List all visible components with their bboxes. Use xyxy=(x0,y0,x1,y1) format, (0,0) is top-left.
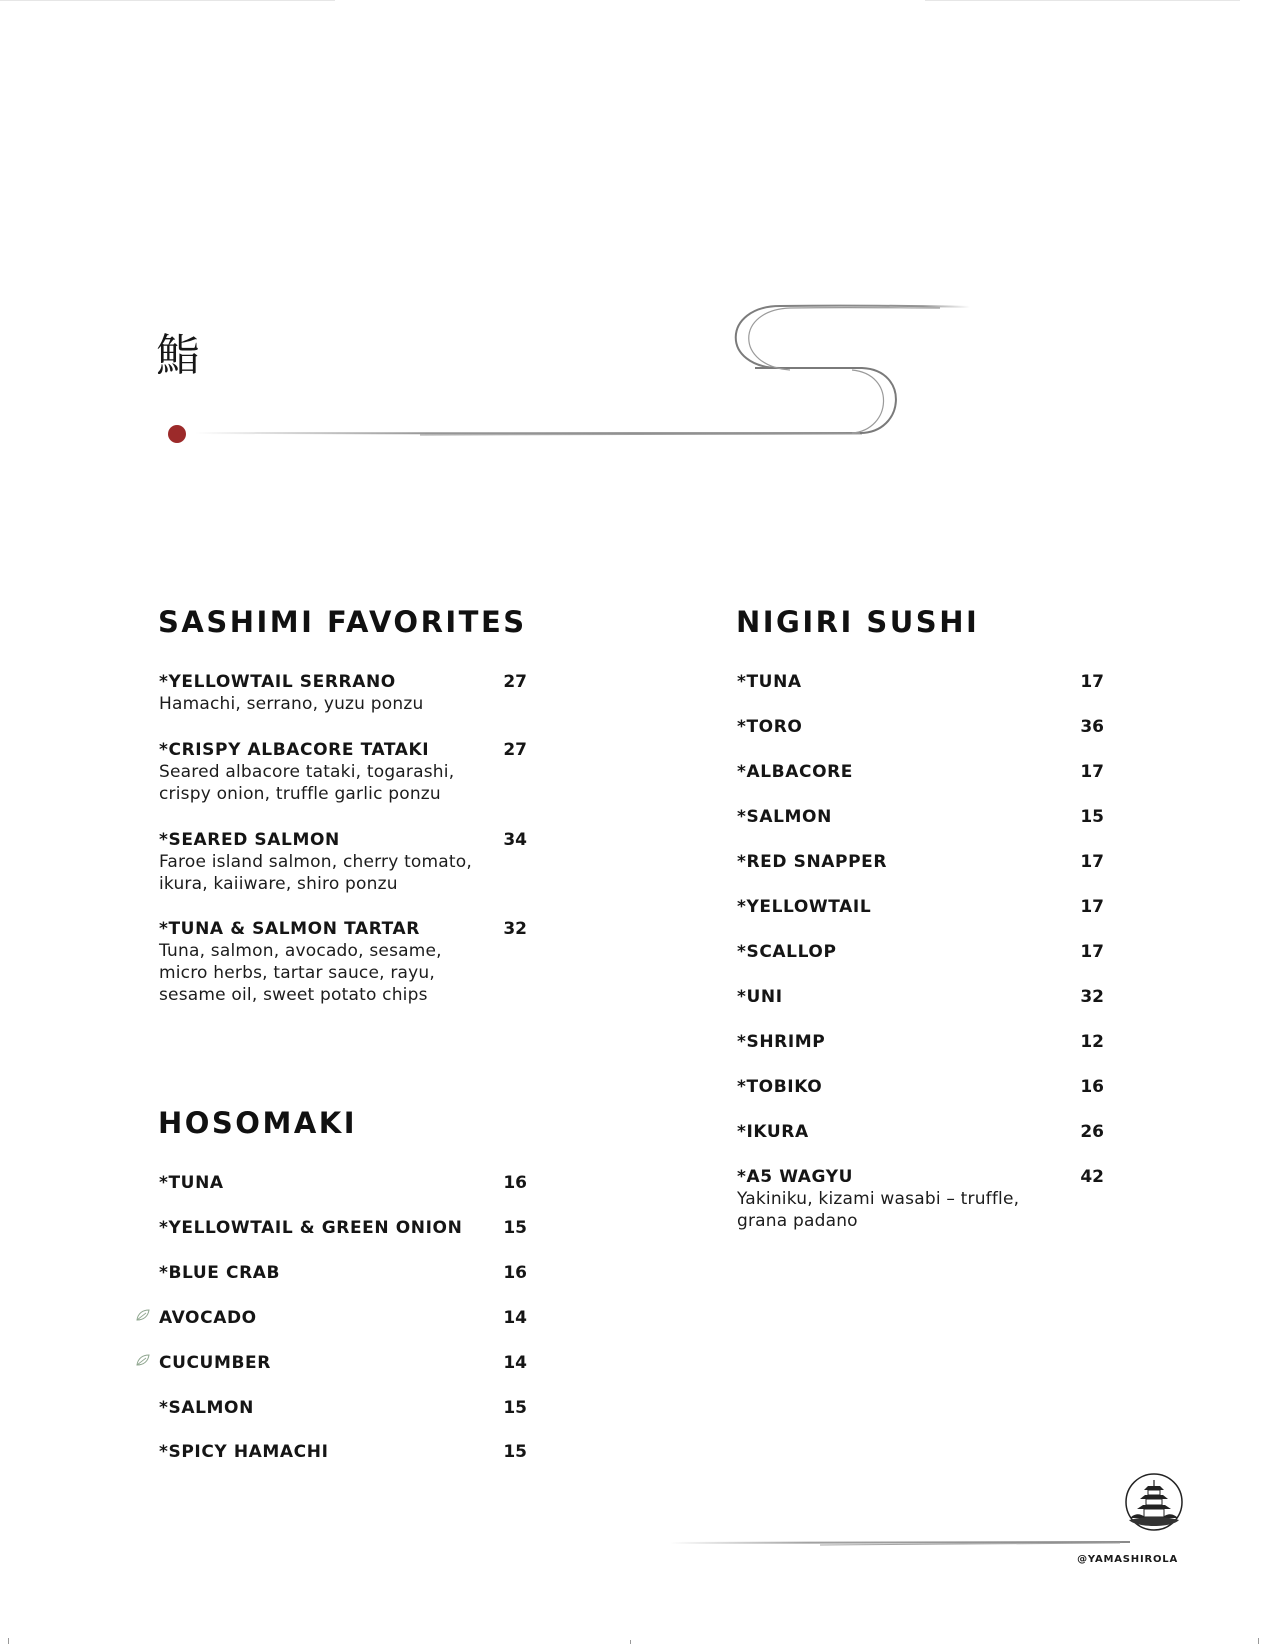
item-price: 17 xyxy=(1080,762,1104,782)
menu-item xyxy=(159,829,527,895)
item-price: 34 xyxy=(503,830,527,850)
menu-item xyxy=(737,1121,1104,1143)
item-name: *YELLOWTAIL & GREEN ONION xyxy=(159,1218,463,1238)
item-name: *ALBACORE xyxy=(737,762,854,782)
menu-item xyxy=(159,1262,527,1284)
item-price: 14 xyxy=(503,1308,527,1328)
item-description: Yakiniku, kizami wasabi – truffle, grana padano xyxy=(737,1189,1020,1231)
sushi-kanji: 鮨 xyxy=(156,330,200,381)
item-price: 15 xyxy=(503,1218,527,1238)
item-price: 36 xyxy=(1080,717,1104,737)
item-price: 15 xyxy=(1080,807,1104,827)
item-name: *SPICY HAMACHI xyxy=(159,1442,329,1462)
item-name: *SHRIMP xyxy=(737,1032,826,1052)
item-name: *SCALLOP xyxy=(737,942,837,962)
menu-item xyxy=(159,1397,527,1419)
item-price: 16 xyxy=(503,1263,527,1283)
menu-item xyxy=(159,918,527,1006)
item-name: *YELLOWTAIL xyxy=(737,897,872,917)
menu-item xyxy=(737,1166,1104,1232)
crop-mark xyxy=(8,1638,9,1644)
item-name: *SALMON xyxy=(159,1398,254,1418)
item-name: *TUNA xyxy=(159,1173,224,1193)
menu-item xyxy=(737,716,1104,738)
item-name: *TOBIKO xyxy=(737,1077,823,1097)
item-price: 17 xyxy=(1080,672,1104,692)
item-name: *BLUE CRAB xyxy=(159,1263,281,1283)
hosomaki-section-title: HOSOMAKI xyxy=(158,1106,358,1140)
item-name: *TORO xyxy=(737,717,803,737)
menu-item xyxy=(737,941,1104,963)
item-price: 14 xyxy=(503,1353,527,1373)
item-price: 12 xyxy=(1080,1032,1104,1052)
item-price: 17 xyxy=(1080,897,1104,917)
menu-item xyxy=(159,1217,527,1239)
leaf-icon xyxy=(136,1309,150,1321)
item-price: 17 xyxy=(1080,942,1104,962)
item-price: 27 xyxy=(503,672,527,692)
item-name: AVOCADO xyxy=(159,1308,257,1328)
crop-mark xyxy=(1258,1638,1259,1644)
menu-item xyxy=(159,1441,527,1463)
pagoda-logo-icon xyxy=(1124,1472,1184,1532)
item-description: Tuna, salmon, avocado, sesame, micro herbs, tartar sauce, rayu, sesame oil, sweet potato chips xyxy=(159,941,442,1005)
menu-item xyxy=(159,1307,527,1329)
menu-item xyxy=(159,1172,527,1194)
menu-item xyxy=(737,761,1104,783)
item-name: *A5 WAGYU xyxy=(737,1167,854,1187)
item-name: *IKURA xyxy=(737,1122,809,1142)
item-description: Hamachi, serrano, yuzu ponzu xyxy=(159,694,424,714)
item-name: *SEARED SALMON xyxy=(159,830,340,850)
item-name: *TUNA xyxy=(737,672,802,692)
item-price: 26 xyxy=(1080,1122,1104,1142)
brush-swoosh-icon xyxy=(0,0,1268,460)
item-price: 27 xyxy=(503,740,527,760)
menu-item xyxy=(737,851,1104,873)
menu-item xyxy=(737,986,1104,1008)
menu-item xyxy=(737,896,1104,918)
item-price: 16 xyxy=(503,1173,527,1193)
menu-item xyxy=(737,806,1104,828)
crop-mark xyxy=(630,1640,631,1644)
menu-item xyxy=(737,1031,1104,1053)
item-price: 16 xyxy=(1080,1077,1104,1097)
item-name: *YELLOWTAIL SERRANO xyxy=(159,672,396,692)
sashimi-section-title: SASHIMI FAVORITES xyxy=(158,605,527,639)
menu-item xyxy=(159,1352,527,1374)
item-price: 17 xyxy=(1080,852,1104,872)
nigiri-section-title: NIGIRI SUSHI xyxy=(736,605,980,639)
item-name: *UNI xyxy=(737,987,783,1007)
leaf-icon xyxy=(136,1354,150,1366)
item-description: Faroe island salmon, cherry tomato, ikura, kaiiware, shiro ponzu xyxy=(159,852,472,894)
item-price: 32 xyxy=(503,919,527,939)
menu-item xyxy=(737,1076,1104,1098)
item-name: *RED SNAPPER xyxy=(737,852,888,872)
item-price: 42 xyxy=(1080,1167,1104,1187)
item-name: *TUNA & SALMON TARTAR xyxy=(159,919,420,939)
menu-item xyxy=(159,671,527,715)
item-name: CUCUMBER xyxy=(159,1353,271,1373)
social-handle: @YAMASHIROLA xyxy=(1077,1554,1178,1565)
item-name: *SALMON xyxy=(737,807,832,827)
item-price: 15 xyxy=(503,1398,527,1418)
item-price: 32 xyxy=(1080,987,1104,1007)
item-name: *CRISPY ALBACORE TATAKI xyxy=(159,740,430,760)
menu-item xyxy=(159,739,527,805)
item-price: 15 xyxy=(503,1442,527,1462)
item-description: Seared albacore tataki, togarashi, crispy onion, truffle garlic ponzu xyxy=(159,762,455,804)
menu-item xyxy=(737,671,1104,693)
